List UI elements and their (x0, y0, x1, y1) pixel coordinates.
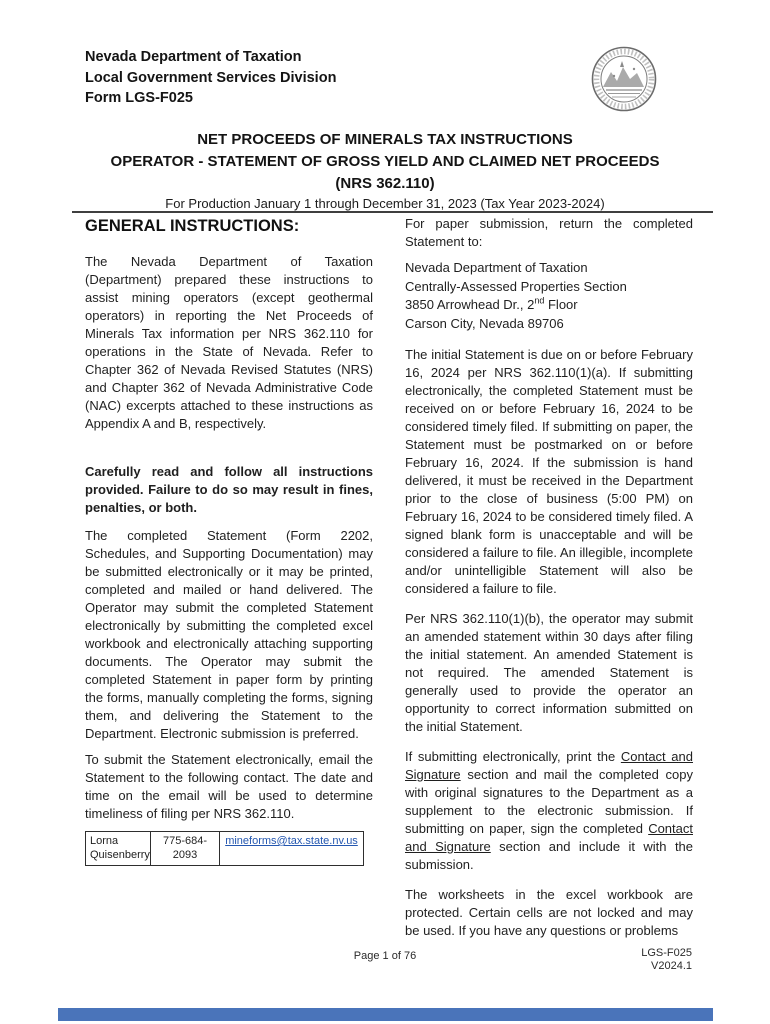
paragraph-worksheets: The worksheets in the excel workbook are protected. Certain cells are not locked and may be used. If you have any questions or problems (405, 887, 693, 938)
header-form-number: Form LGS-F025 (85, 90, 193, 106)
left-column (85, 216, 373, 866)
right-column (405, 215, 693, 952)
footer-version: V2024.1 (651, 959, 692, 972)
sign-text-2: section and mail the completed copy with original signatures to the Department as a supplement to the electronic submission. If submitting on paper, sign the completed (405, 767, 693, 836)
contact-email-link[interactable]: mineforms@tax.state.nv.us (225, 835, 358, 847)
contact-phone-cell: 775-684-2093 (151, 832, 220, 866)
contact-table (85, 831, 364, 866)
address-street-text: 3850 Arrowhead Dr., 2 (405, 297, 535, 312)
document-title-block (0, 129, 770, 212)
address-floor-text: Floor (544, 297, 578, 312)
title-line-3: (NRS 362.110) (335, 175, 435, 192)
address-line-4: Carson City, Nevada 89706 (405, 315, 564, 331)
footer-form-id: LGS-F025 (641, 947, 692, 959)
general-instructions-heading: GENERAL INSTRUCTIONS: (85, 217, 300, 235)
header-agency: Nevada Department of Taxation (85, 49, 302, 65)
paragraph-contact-signature (405, 748, 693, 874)
address-line-2: Centrally-Assessed Properties Section (405, 278, 627, 294)
paragraph-warning-bold: Carefully read and follow all instructions provided. Failure to do so may result in fines, penalties, or both. (85, 464, 373, 515)
paragraph-email-instructions: To submit the Statement electronically, email the Statement to the following contact. The date and time on the email will be used to determine timeliness of filing per NRS 362.110. (85, 752, 373, 821)
bottom-blue-bar (58, 1008, 713, 1021)
contact-and-signature-underline-2: Contact and Signature (405, 821, 693, 854)
paragraph-intro: The Nevada Department of Taxation (Department) prepared these instructions to assist mining operators (except geothermal operators) in reporting the Net Proceeds of Minerals Tax information per NRS 362.110 for operations in the State of Nevada. Refer to Chapter 362 of Nevada Revised Statutes (NRS) and Chapter 362 of Nevada Administrative Code (NAC) excerpts attached to these instructions as Appendix A and B, respectively. (85, 254, 373, 431)
title-line-2: OPERATOR - STATEMENT OF GROSS YIELD AND CLAIMED NET PROCEEDS (110, 153, 660, 170)
address-ordinal-superscript: nd (534, 295, 545, 306)
sign-text-3: section and include it with the submission. (405, 839, 694, 872)
header-division: Local Government Services Division (85, 69, 337, 86)
footer-page-number: Page 1 of 76 (353, 950, 417, 962)
document-header (85, 47, 336, 109)
contact-email-cell (220, 832, 364, 866)
address-line-1: Nevada Department of Taxation (405, 260, 588, 275)
contact-table-row (86, 832, 364, 866)
production-period-subtitle: For Production January 1 through December 31, 2023 (Tax Year 2023-2024) (165, 196, 605, 211)
paragraph-amended-statement: Per NRS 362.110(1)(b), the operator may submit an amended statement within 30 days after filing the initial statement. An amended Statement is not required. The amended Statement is generally used to provide the operator an opportunity to correct information submitted on the initial Statement. (405, 611, 693, 734)
contact-and-signature-underline-1: Contact and Signature (405, 749, 693, 782)
contact-name-cell: Lorna Quisenberry (86, 832, 151, 866)
address-line-3 (405, 296, 693, 315)
paragraph-submission-methods: The completed Statement (Form 2202, Schedules, and Supporting Documentation) may be submitted electronically or it may be printed, completed and mailed or hand delivered. The Operator may submit the completed Statement electronically by submitting the completed excel workbook and electronically attaching supporting documents. The Operator may submit the completed Statement in paper form by printing the forms, manually completing the forms, signing them, and delivering the Statement to the Department. Electronic submission is preferred. (85, 528, 373, 741)
title-line-1: NET PROCEEDS OF MINERALS TAX INSTRUCTIONS (197, 131, 573, 148)
footer-form-version (641, 947, 692, 972)
paragraph-paper-submission: For paper submission, return the completed Statement to: (405, 216, 693, 249)
header-divider-rule (72, 211, 713, 213)
sign-text-1: If submitting electronically, print the (405, 749, 621, 764)
nevada-state-seal-icon (590, 45, 658, 113)
paragraph-due-date: The initial Statement is due on or before February 16, 2024 per NRS 362.110(1)(a). If submitting electronically, the completed Statement must be received on or before February 16, 2024 to be considered timely filed. If submitting on paper, the Statement must be postmarked on or before February 16, 2024. If the submission is hand delivered, it must be received in the Department prior to the close of business (5:00 PM) on February 16, 2024 to be considered timely filed. A signed blank form is unacceptable and will be considered a failure to file. An illegible, incomplete and/or unintelligible Statement will also be considered a failure to file. (405, 347, 693, 596)
mailing-address-block (405, 259, 693, 333)
